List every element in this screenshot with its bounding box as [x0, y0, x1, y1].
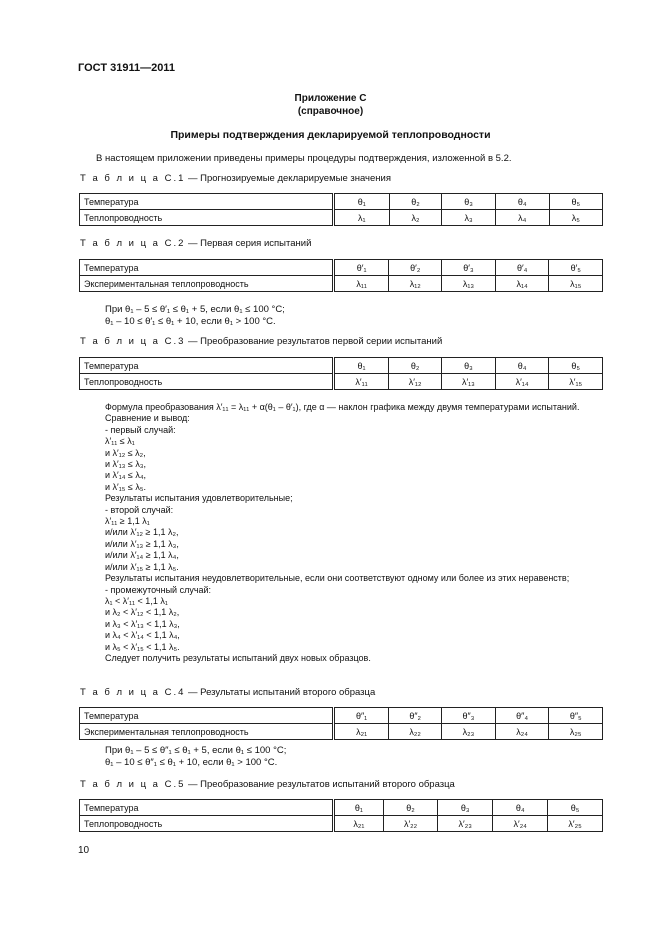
- comparison-line: Сравнение и вывод:: [105, 413, 190, 424]
- row-label: Теплопроводность: [80, 816, 334, 832]
- table-cell: λ′₁₁: [334, 374, 389, 390]
- table-cell: λ₁₂: [389, 276, 442, 292]
- table-cell: λ₂₄: [495, 724, 549, 740]
- note-c2-line-1: При θ₁ – 5 ≤ θ′₁ ≤ θ₁ + 5, если θ₁ ≤ 100 °С;: [105, 304, 285, 315]
- table-cell: θ″₂: [389, 708, 442, 724]
- table-cell: θ″₁: [334, 708, 389, 724]
- comparison-line: λ′₁₁ ≤ λ₁: [105, 436, 135, 447]
- table-cell: θ″₃: [442, 708, 496, 724]
- table-c5: [79, 799, 603, 832]
- comparison-line: и λ′₁₃ ≤ λ₃,: [105, 459, 147, 470]
- row-label: Температура: [80, 260, 334, 276]
- row-label: Экспериментальная теплопроводность: [80, 724, 334, 740]
- table-cell: θ′₄: [495, 260, 549, 276]
- comparison-line: и/или λ′₁₅ ≥ 1,1 λ₅.: [105, 561, 179, 572]
- comparison-line: и λ₂ < λ′₁₂ < 1,1 λ₂,: [105, 607, 180, 618]
- table-cell: λ′₂₅: [548, 816, 603, 832]
- row-label: Температура: [80, 358, 334, 374]
- comparison-line: и λ′₁₄ ≤ λ₄,: [105, 470, 147, 481]
- comparison-line: Результаты испытания неудовлетворительные, если они соответствуют одному или более из этих неравенств;: [105, 573, 570, 584]
- comparison-line: и λ′₁₅ ≤ λ₅.: [105, 481, 146, 492]
- table-cell: θ₃: [442, 358, 496, 374]
- table-caption-text: — Преобразование результатов испытаний второго образца: [185, 779, 455, 790]
- table-caption-prefix: Т а б л и ц а С.1: [80, 173, 186, 184]
- comparison-line: и/или λ′₁₄ ≥ 1,1 λ₄,: [105, 550, 179, 561]
- table-caption-text: — Преобразование результатов первой серии испытаний: [185, 336, 443, 347]
- table-row: [80, 724, 603, 740]
- table-row: [80, 194, 603, 210]
- table-c4-caption: [80, 687, 375, 698]
- table-cell: λ₅: [549, 210, 602, 226]
- note-c4-line-2: θ₁ – 10 ≤ θ″₁ ≤ θ₁ + 10, если θ₁ > 100 °С.: [105, 757, 278, 768]
- table-cell: θ₁: [334, 800, 384, 816]
- comparison-line: - первый случай:: [105, 424, 176, 435]
- table-row: [80, 374, 603, 390]
- table-cell: λ′₂₂: [383, 816, 437, 832]
- table-cell: θ₂: [389, 194, 442, 210]
- comparison-line: Следует получить результаты испытаний двух новых образцов.: [105, 652, 371, 663]
- row-label: Теплопроводность: [80, 210, 334, 226]
- row-label: Температура: [80, 708, 334, 724]
- table-cell: λ₂₂: [389, 724, 442, 740]
- table-c2-caption: [80, 238, 311, 249]
- table-cell: λ′₁₂: [389, 374, 442, 390]
- table-cell: θ₂: [389, 358, 442, 374]
- table-cell: λ₁₄: [495, 276, 549, 292]
- table-caption-text: — Прогнозируемые декларируемые значения: [185, 173, 391, 184]
- table-row: [80, 358, 603, 374]
- section-heading: Примеры подтверждения декларируемой теплопроводности: [170, 129, 491, 141]
- comparison-line: λ₁ < λ′₁₁ < 1,1 λ₁: [105, 595, 168, 606]
- table-row: [80, 708, 603, 724]
- table-caption-prefix: Т а б л и ц а С.2: [80, 238, 186, 249]
- table-row: [80, 276, 603, 292]
- table-cell: λ′₁₃: [442, 374, 496, 390]
- row-label: Температура: [80, 800, 334, 816]
- table-cell: λ′₁₄: [495, 374, 549, 390]
- table-cell: θ₄: [495, 194, 549, 210]
- table-caption-prefix: Т а б л и ц а С.4: [80, 687, 186, 698]
- table-cell: λ₁: [334, 210, 390, 226]
- table-cell: θ′₁: [334, 260, 389, 276]
- table-caption-prefix: Т а б л и ц а С.3: [80, 336, 186, 347]
- table-cell: θ₅: [548, 800, 603, 816]
- comparison-line: и/или λ′₁₃ ≥ 1,1 λ₃,: [105, 538, 179, 549]
- table-c5-caption: [80, 779, 455, 790]
- comparison-line: - промежуточный случай:: [105, 584, 212, 595]
- table-cell: θ₃: [442, 194, 496, 210]
- table-cell: λ₂₁: [334, 724, 389, 740]
- note-c2-line-2: θ₁ – 10 ≤ θ′₁ ≤ θ₁ + 10, если θ₁ > 100 °С.: [105, 316, 276, 327]
- comparison-line: Результаты испытания удовлетворительные;: [105, 493, 293, 504]
- table-cell: θ₄: [493, 800, 548, 816]
- page-number: 10: [78, 845, 90, 856]
- table-cell: λ₁₁: [334, 276, 389, 292]
- table-row: [80, 210, 603, 226]
- table-c3: [79, 357, 603, 390]
- table-cell: λ₄: [495, 210, 549, 226]
- table-caption-text: — Первая серия испытаний: [185, 238, 312, 249]
- table-c1-caption: [80, 173, 391, 184]
- table-caption-prefix: Т а б л и ц а С.5: [80, 779, 186, 790]
- table-caption-text: — Результаты испытаний второго образца: [185, 687, 376, 698]
- table-cell: λ₂₅: [549, 724, 603, 740]
- table-cell: λ₂₃: [442, 724, 496, 740]
- table-row: [80, 816, 603, 832]
- table-cell: θ″₅: [549, 708, 603, 724]
- table-cell: λ₂: [389, 210, 442, 226]
- comparison-line: λ′₁₁ ≥ 1,1 λ₁: [105, 516, 150, 527]
- table-c2: [79, 259, 603, 292]
- table-cell: θ′₂: [389, 260, 442, 276]
- table-cell: θ₄: [495, 358, 549, 374]
- table-cell: λ′₂₃: [438, 816, 493, 832]
- row-label: Экспериментальная теплопроводность: [80, 276, 334, 292]
- table-cell: θ₂: [383, 800, 437, 816]
- table-cell: θ₁: [334, 358, 389, 374]
- comparison-line: - второй случай:: [105, 504, 174, 515]
- comparison-line: и/или λ′₁₂ ≥ 1,1 λ₂,: [105, 527, 179, 538]
- comparison-line: и λ₃ < λ′₁₃ < 1,1 λ₃,: [105, 618, 180, 629]
- row-label: Температура: [80, 194, 334, 210]
- table-cell: θ′₅: [549, 260, 603, 276]
- appendix-title: Приложение С: [294, 93, 367, 104]
- row-label: Теплопроводность: [80, 374, 334, 390]
- note-c4-line-1: При θ₁ – 5 ≤ θ″₁ ≤ θ₁ + 5, если θ₁ ≤ 100 °С;: [105, 745, 287, 756]
- table-cell: λ₃: [442, 210, 496, 226]
- table-cell: θ₁: [334, 194, 390, 210]
- table-cell: θ₅: [549, 194, 602, 210]
- table-cell: θ″₄: [495, 708, 549, 724]
- formula-line: Формула преобразования λ′₁₁ = λ₁₁ + α(θ₁ – θ′₁), где α — наклон графика между двумя температурами испытаний.: [105, 402, 580, 412]
- table-cell: θ′₃: [442, 260, 496, 276]
- comparison-block: [105, 402, 579, 664]
- table-cell: λ′₂₄: [493, 816, 548, 832]
- table-row: [80, 260, 603, 276]
- table-cell: λ′₁₅: [549, 374, 603, 390]
- table-cell: θ₃: [438, 800, 493, 816]
- intro-paragraph: В настоящем приложении приведены примеры процедуры подтверждения, изложенной в 5.2.: [96, 153, 512, 164]
- comparison-line: и λ₅ < λ′₁₅ < 1,1 λ₅.: [105, 641, 180, 652]
- comparison-line: и λ₄ < λ′₁₄ < 1,1 λ₄,: [105, 630, 180, 641]
- comparison-line: и λ′₁₂ ≤ λ₂,: [105, 447, 146, 458]
- table-c4: [79, 707, 603, 740]
- table-c1: [79, 193, 603, 226]
- table-c3-caption: [80, 336, 442, 347]
- table-cell: λ₂₁: [334, 816, 384, 832]
- table-cell: λ₁₅: [549, 276, 603, 292]
- table-cell: λ₁₃: [442, 276, 496, 292]
- appendix-subtitle: (справочное): [297, 106, 364, 117]
- table-cell: θ₅: [549, 358, 603, 374]
- standard-number: ГОСТ 31911—2011: [78, 62, 175, 74]
- table-row: [80, 800, 603, 816]
